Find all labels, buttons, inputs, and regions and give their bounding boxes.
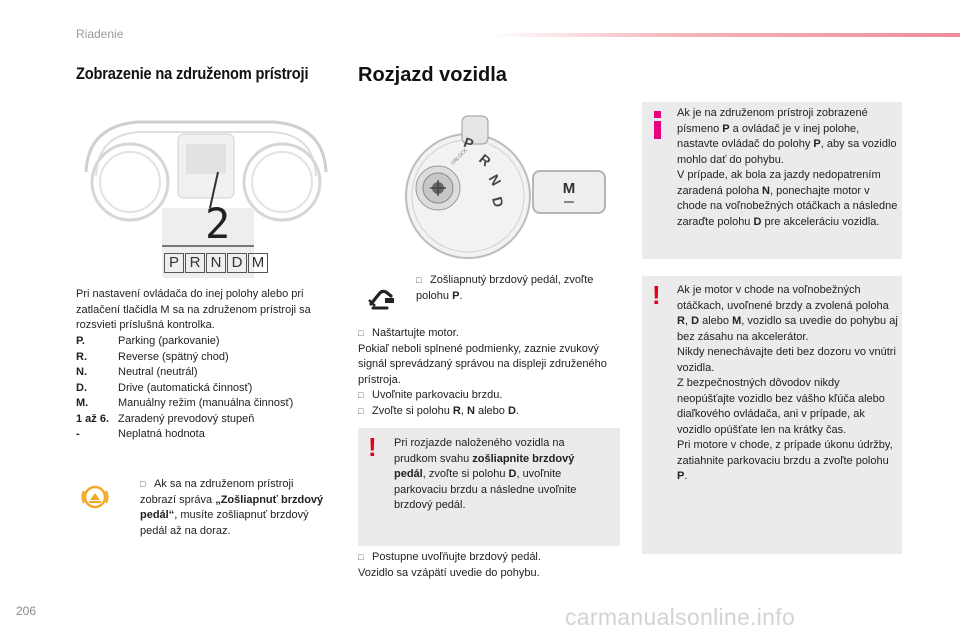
info-icon [654, 111, 662, 139]
def-row [76, 381, 338, 397]
checkbox-bullet-icon: □ [358, 552, 364, 562]
checkbox-bullet-icon: □ [416, 275, 422, 285]
def-value: Parking (parkovanie) [118, 335, 220, 347]
gear-letter-n: N [206, 253, 226, 273]
selector-letter-p: P [461, 133, 476, 153]
info-p2-a: V prípade, ak bola za jazdy nedopatrením zaradená poloha [677, 169, 881, 197]
step4-pre: Zvoľte si polohu [372, 404, 453, 417]
step1-post: . [459, 289, 463, 302]
selector-letter-n: N [485, 171, 505, 189]
step-start-line [358, 326, 620, 342]
step4-n: N [466, 404, 475, 417]
selector-unlock-label: UNLOCK [449, 147, 469, 167]
warn-p4-c: . [684, 470, 688, 482]
step2-label: Naštartujte motor. [372, 327, 459, 339]
def-value: Manuálny režim (manuálna činnosť) [118, 397, 294, 409]
info-p2-d: D [753, 215, 762, 228]
def-row [76, 350, 338, 366]
def-key: - [76, 428, 80, 440]
checkbox-bullet-icon: □ [358, 328, 364, 338]
info-p2-c: , ponechajte motor v chode na voľnobežných otáčkach a následne zaraďte polohu [677, 184, 898, 228]
note-bold: „Zošliapnuť brzdový pedál“ [140, 493, 324, 521]
step-release-brake [358, 388, 620, 404]
step-start-body: Pokiaľ neboli splnené podmienky, zaznie zvukový signál sprevádzaný správou na displeji združeného prístroja. [358, 342, 607, 386]
step5-label: Postupne uvoľňujte brzdový pedál. [372, 551, 541, 563]
brake-warning-icon [80, 482, 110, 512]
warn-para-3: Z bezpečnostných dôvodov nikdy neopúšťajte vozidlo bez vášho kľúča alebo diaľkového ovládača, ani v prípade, ak vozidlo opúšťate len na krátky čas. [677, 377, 885, 436]
def-value: Neplatná hodnota [118, 428, 205, 440]
checkbox-bullet-icon: □ [358, 390, 364, 400]
warn-p4-a: Pri motore v chode, z prípade úkonu údržby, zatiahnite parkovaciu brzdu a zvoľte polohu [677, 439, 893, 467]
foot-pedal-icon [365, 280, 399, 314]
info-p2-e: pre akceleráciu vozidla. [761, 215, 880, 228]
info-p1-b: P [722, 122, 730, 135]
left-heading: Zobrazenie na združenom prístroji [76, 64, 309, 83]
step3-label: Uvoľnite parkovaciu brzdu. [372, 389, 503, 401]
def-row [76, 396, 338, 412]
m-button-led [564, 201, 574, 203]
step4-r: R [452, 404, 461, 417]
step5-body: Vozidlo sa vzápätí uvedie do pohybu. [358, 566, 540, 579]
warning-exclamation-icon: ! [652, 280, 661, 310]
warn-p1-b: , vozidlo sa uvedie do pohybu aj bez zásahu na akcelerátor. [677, 315, 898, 343]
def-value: Zaradený prevodový stupeň [118, 412, 255, 425]
def-value: Neutral (neutrál) [118, 366, 198, 378]
step1-pre: Zošliapnutý brzdový pedál, zvoľte polohu [416, 274, 594, 302]
header-rule [490, 33, 960, 37]
step-start-engine [358, 326, 620, 419]
checkbox-bullet-icon: □ [140, 479, 146, 489]
def-row [76, 412, 338, 428]
note-post: , musíte zošliapnuť brzdový pedál až na doraz. [140, 509, 309, 537]
warn-p1-sep1: , [684, 315, 692, 327]
warn-para-1 [677, 283, 899, 345]
def-key: N. [76, 366, 87, 378]
watermark: carmanualsonline.info [565, 604, 796, 630]
step5-line [358, 550, 620, 566]
info-p1-a: Ak je na združenom prístroji zobrazené písmeno [677, 107, 868, 135]
def-row [76, 334, 338, 350]
def-row [76, 427, 338, 443]
safety-warning-text [677, 283, 899, 485]
warn-p1-d: D [691, 315, 700, 327]
warn-p1-sep2: alebo [699, 315, 733, 327]
gear-letter-r: R [185, 253, 205, 273]
middle-heading: Rozjazd vozidla [358, 64, 507, 86]
info-p1-c: a ovládač je v inej polohe, nastavte ovládač do polohy [677, 122, 860, 150]
warn-d: D [508, 468, 517, 480]
step1-bold: P [452, 289, 460, 302]
step4-end: . [515, 404, 519, 417]
checkbox-bullet-icon: □ [358, 405, 364, 416]
info-para-2 [677, 168, 899, 230]
warn-p1-r: R [677, 315, 685, 327]
warn-p1-m: M [732, 315, 742, 327]
warn-post: , uvoľnite parkovaciu brzdu a následne uvoľnite brzdový pedál. [394, 468, 577, 511]
warn-p4-b: P [677, 470, 685, 482]
info-text [677, 106, 899, 230]
step4-sep1: , [460, 404, 467, 417]
selector-letter-r: R [476, 150, 495, 170]
def-value: Reverse (spätný chod) [118, 350, 229, 363]
gear-letter-d: D [227, 253, 247, 273]
info-p1-e: , aby sa vozidlo mohlo dať do pohybu. [677, 138, 897, 166]
note-pre: Ak sa na združenom prístroji zobrazí správa [140, 478, 294, 506]
info-p2-b: N [762, 184, 770, 197]
info-p1-d: P [813, 138, 821, 150]
step4-d: D [507, 404, 516, 417]
step4-sep2: alebo [474, 404, 508, 417]
info-para-1 [677, 106, 899, 168]
gear-letter-p: P [164, 253, 184, 273]
warn-para-4 [677, 438, 899, 485]
gear-letter-strip [164, 253, 268, 273]
page-number: 206 [16, 604, 37, 618]
def-row [76, 365, 338, 381]
gear-digit: 2 [205, 199, 231, 248]
warn-p1-a: Ak je motor v chode na voľnobežných otáčkach, uvoľnené brzdy a zvolená poloha [677, 284, 889, 312]
gear-letter-m: M [248, 253, 268, 273]
m-button-label: M [562, 180, 576, 197]
def-key: P. [76, 335, 85, 347]
slope-warning-text [394, 436, 604, 514]
selector-letter-d: D [489, 195, 508, 209]
section-label: Riadenie [76, 27, 124, 41]
gear-definitions [76, 334, 338, 443]
def-key: 1 až 6. [76, 412, 110, 425]
def-key: D. [76, 381, 87, 394]
def-value: Drive (automatická činnosť) [118, 381, 253, 394]
def-key: M. [76, 397, 89, 409]
warn-mid: , zvoľte si polohu [422, 468, 509, 480]
step-brake-select-p [416, 273, 611, 304]
step-release-pedal [358, 550, 620, 581]
cluster-intro: Pri nastavení ovládača do inej polohy alebo pri zatlačení tlačidla M sa na združenom prístroji sa rozsvieti príslušná kontrolka. [76, 288, 311, 331]
m-button-illustration [532, 170, 606, 214]
warn-bold: zošliapnite brzdový pedál [394, 452, 575, 480]
cluster-brake-note [140, 477, 330, 539]
def-key: R. [76, 350, 87, 363]
warning-exclamation-icon: ! [368, 432, 377, 462]
warn-pre: Pri rozjazde naloženého vozidla na prudkom svahu [394, 437, 565, 465]
warn-para-2: Nikdy nenechávajte deti bez dozoru vo vnútri vozidla. [677, 346, 896, 374]
step-select-position [358, 404, 620, 420]
